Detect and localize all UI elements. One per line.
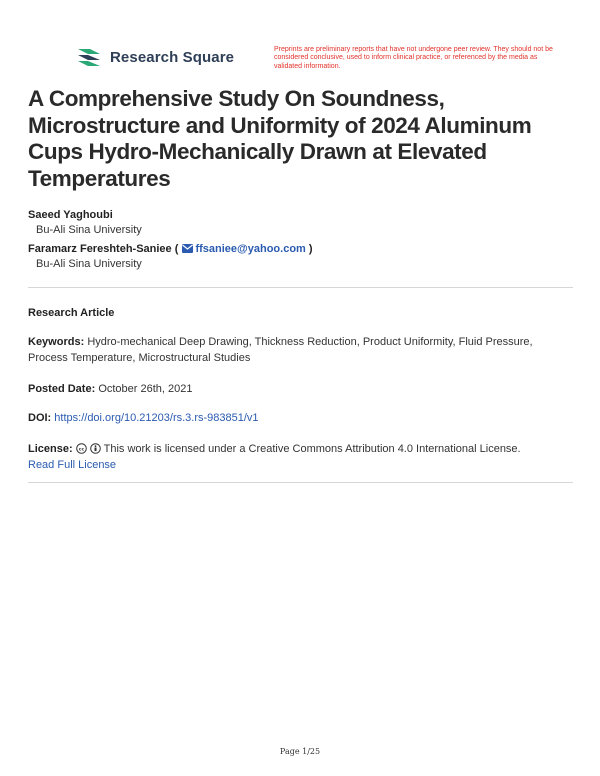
- page-number: Page 1/25: [279, 747, 321, 756]
- license: [28, 441, 573, 473]
- posted-date-value: October 26th, 2021: [98, 383, 193, 395]
- keywords-value: Hydro-mechanical Deep Drawing, Thickness Reduction, Product Uniformity, Fluid Pressure, Process Temperature, Microstructural Studies: [28, 336, 533, 364]
- creative-commons-icon: [76, 443, 87, 454]
- author-name-text: Faramarz Fereshteh-Saniee: [28, 243, 172, 255]
- article-type-label: Research Article: [28, 307, 115, 319]
- header: [76, 46, 556, 76]
- keywords: [28, 334, 573, 366]
- posted-date: [28, 381, 573, 397]
- attribution-icon: [90, 443, 101, 454]
- author-affiliation: Bu-Ali Sina University: [36, 258, 142, 270]
- svg-text:cc: cc: [78, 447, 84, 453]
- license-label: License:: [28, 443, 73, 455]
- paper-title: A Comprehensive Study On Soundness, Microstructure and Uniformity of 2024 Aluminum Cups Hydro-Mechanically Drawn at Elevated Temperatures: [28, 86, 532, 191]
- divider: [28, 287, 573, 288]
- doi: [28, 410, 573, 426]
- author-list: [28, 208, 576, 276]
- envelope-icon: [182, 244, 193, 253]
- doi-link[interactable]: https://doi.org/10.21203/rs.3.rs-983851/v1: [54, 412, 259, 424]
- logo-wordmark: [110, 49, 234, 66]
- license-text: This work is licensed under a Creative Commons Attribution 4.0 International License.: [103, 443, 521, 455]
- divider: [28, 482, 573, 483]
- doi-label: DOI:: [28, 412, 52, 424]
- author-affiliation: Bu-Ali Sina University: [36, 224, 142, 236]
- logo-text-research: Research: [110, 48, 179, 66]
- author-email-link[interactable]: ffsaniee@yahoo.com: [195, 243, 306, 255]
- author-name: Saeed Yaghoubi: [28, 209, 113, 221]
- posted-date-label: Posted Date:: [28, 383, 96, 395]
- research-square-logo[interactable]: [76, 46, 234, 68]
- keywords-label: Keywords:: [28, 336, 85, 348]
- logo-text-square: Square: [182, 48, 235, 66]
- author-name-corresponding: Faramarz Fereshteh-Saniee ( ffsaniee@yahoo.com ): [28, 243, 313, 255]
- article-type: [28, 305, 573, 321]
- preprint-disclaimer: Preprints are preliminary reports that have not undergone peer review. They should not be considered conclusive, used to inform clinical practice, or referenced by the media as validated information.: [274, 46, 553, 70]
- research-square-logo-icon: [76, 46, 102, 68]
- read-full-license-link[interactable]: Read Full License: [28, 459, 117, 471]
